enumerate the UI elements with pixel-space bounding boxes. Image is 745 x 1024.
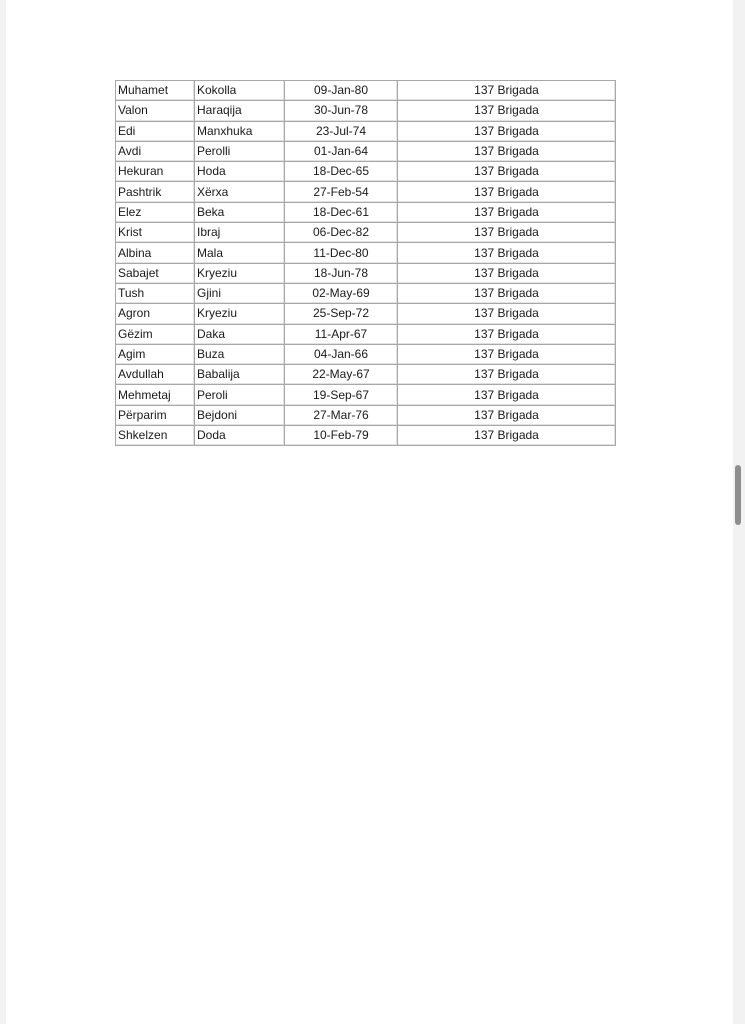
- last-name-cell: Peroli: [195, 385, 285, 405]
- birth-date-cell: 02-May-69: [285, 284, 398, 304]
- first-name-cell: Pashtrik: [116, 182, 195, 202]
- last-name-cell: Bejdoni: [195, 406, 285, 426]
- table-row: [116, 426, 616, 446]
- birth-date-cell: 18-Dec-61: [285, 203, 398, 223]
- first-name-cell: Krist: [116, 223, 195, 243]
- roster-table-body: [116, 81, 616, 446]
- last-name-cell: Kokolla: [195, 81, 285, 101]
- table-row: [116, 81, 616, 101]
- last-name-cell: Beka: [195, 203, 285, 223]
- birth-date-cell: 06-Dec-82: [285, 223, 398, 243]
- birth-date-cell: 19-Sep-67: [285, 385, 398, 405]
- birth-date-cell: 10-Feb-79: [285, 426, 398, 446]
- first-name-cell: Elez: [116, 203, 195, 223]
- table-row: [116, 264, 616, 284]
- birth-date-cell: 11-Apr-67: [285, 325, 398, 345]
- unit-cell: 137 Brigada: [398, 101, 616, 121]
- unit-cell: 137 Brigada: [398, 122, 616, 142]
- table-row: [116, 203, 616, 223]
- birth-date-cell: 18-Jun-78: [285, 264, 398, 284]
- birth-date-cell: 04-Jan-66: [285, 345, 398, 365]
- unit-cell: 137 Brigada: [398, 284, 616, 304]
- first-name-cell: Valon: [116, 101, 195, 121]
- last-name-cell: Gjini: [195, 284, 285, 304]
- unit-cell: 137 Brigada: [398, 406, 616, 426]
- birth-date-cell: 01-Jan-64: [285, 142, 398, 162]
- first-name-cell: Avdi: [116, 142, 195, 162]
- first-name-cell: Edi: [116, 122, 195, 142]
- first-name-cell: Albina: [116, 243, 195, 263]
- unit-cell: 137 Brigada: [398, 142, 616, 162]
- last-name-cell: Kryeziu: [195, 304, 285, 324]
- first-name-cell: Agron: [116, 304, 195, 324]
- unit-cell: 137 Brigada: [398, 264, 616, 284]
- unit-cell: 137 Brigada: [398, 243, 616, 263]
- first-name-cell: Tush: [116, 284, 195, 304]
- first-name-cell: Mehmetaj: [116, 385, 195, 405]
- last-name-cell: Haraqija: [195, 101, 285, 121]
- birth-date-cell: 30-Jun-78: [285, 101, 398, 121]
- first-name-cell: Hekuran: [116, 162, 195, 182]
- unit-cell: 137 Brigada: [398, 325, 616, 345]
- table-row: [116, 385, 616, 405]
- table-row: [116, 142, 616, 162]
- birth-date-cell: 25-Sep-72: [285, 304, 398, 324]
- last-name-cell: Manxhuka: [195, 122, 285, 142]
- first-name-cell: Shkelzen: [116, 426, 195, 446]
- birth-date-cell: 22-May-67: [285, 365, 398, 385]
- first-name-cell: Sabajet: [116, 264, 195, 284]
- table-row: [116, 162, 616, 182]
- last-name-cell: Mala: [195, 243, 285, 263]
- unit-cell: 137 Brigada: [398, 345, 616, 365]
- table-row: [116, 243, 616, 263]
- unit-cell: 137 Brigada: [398, 203, 616, 223]
- birth-date-cell: 27-Feb-54: [285, 182, 398, 202]
- roster-table: [115, 80, 616, 446]
- table-row: [116, 345, 616, 365]
- unit-cell: 137 Brigada: [398, 182, 616, 202]
- last-name-cell: Babalija: [195, 365, 285, 385]
- table-row: [116, 365, 616, 385]
- unit-cell: 137 Brigada: [398, 385, 616, 405]
- first-name-cell: Përparim: [116, 406, 195, 426]
- birth-date-cell: 23-Jul-74: [285, 122, 398, 142]
- birth-date-cell: 27-Mar-76: [285, 406, 398, 426]
- last-name-cell: Perolli: [195, 142, 285, 162]
- birth-date-cell: 11-Dec-80: [285, 243, 398, 263]
- unit-cell: 137 Brigada: [398, 81, 616, 101]
- first-name-cell: Agim: [116, 345, 195, 365]
- first-name-cell: Gëzim: [116, 325, 195, 345]
- last-name-cell: Hoda: [195, 162, 285, 182]
- table-row: [116, 122, 616, 142]
- table-row: [116, 101, 616, 121]
- table-row: [116, 325, 616, 345]
- table-row: [116, 182, 616, 202]
- birth-date-cell: 18-Dec-65: [285, 162, 398, 182]
- unit-cell: 137 Brigada: [398, 223, 616, 243]
- last-name-cell: Buza: [195, 345, 285, 365]
- table-row: [116, 304, 616, 324]
- last-name-cell: Doda: [195, 426, 285, 446]
- vertical-scrollbar-thumb[interactable]: [735, 465, 741, 525]
- first-name-cell: Muhamet: [116, 81, 195, 101]
- table-row: [116, 223, 616, 243]
- document-page: [6, 0, 733, 1024]
- unit-cell: 137 Brigada: [398, 304, 616, 324]
- birth-date-cell: 09-Jan-80: [285, 81, 398, 101]
- last-name-cell: Ibraj: [195, 223, 285, 243]
- last-name-cell: Daka: [195, 325, 285, 345]
- first-name-cell: Avdullah: [116, 365, 195, 385]
- unit-cell: 137 Brigada: [398, 426, 616, 446]
- last-name-cell: Kryeziu: [195, 264, 285, 284]
- table-row: [116, 406, 616, 426]
- unit-cell: 137 Brigada: [398, 162, 616, 182]
- table-row: [116, 284, 616, 304]
- last-name-cell: Xërxa: [195, 182, 285, 202]
- unit-cell: 137 Brigada: [398, 365, 616, 385]
